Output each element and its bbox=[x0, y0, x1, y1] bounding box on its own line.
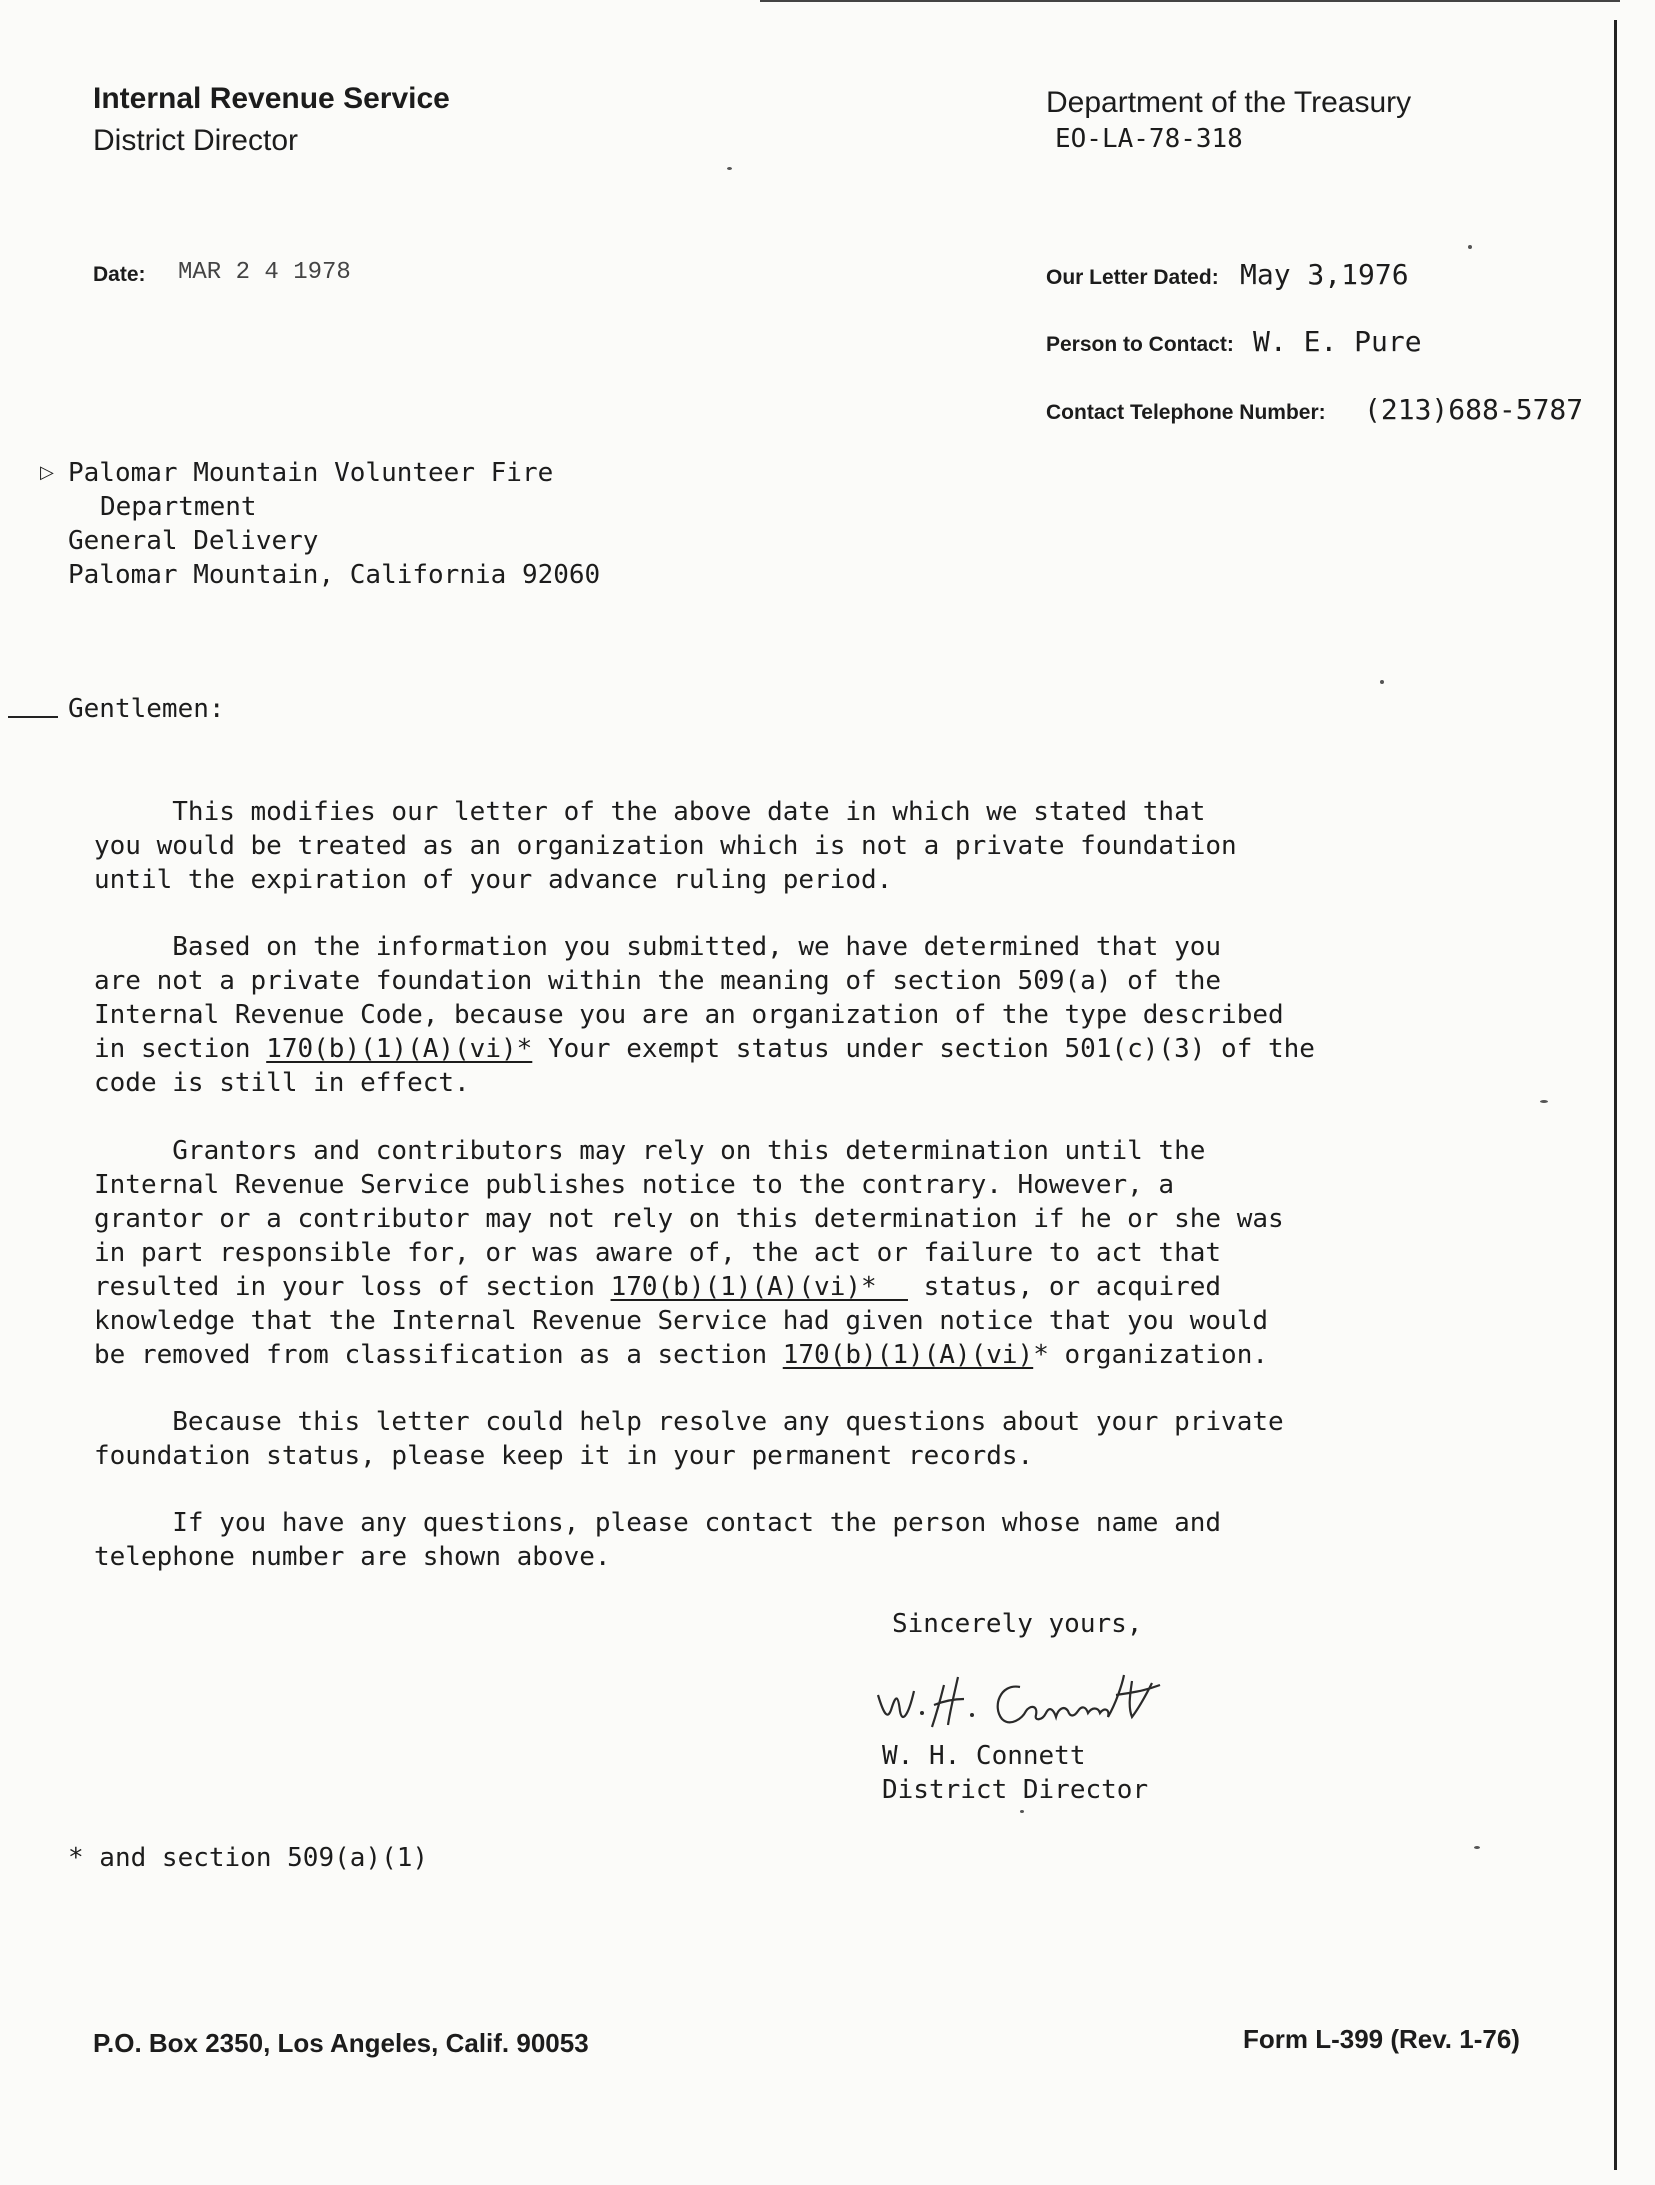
paragraph-3 bbox=[94, 1134, 1494, 1372]
p3-line: in part responsible for, or was aware of, the act or failure to act that bbox=[94, 1238, 1222, 1268]
date-stamp: MAR 2 4 1978 bbox=[178, 259, 351, 286]
department-name: Department of the Treasury bbox=[1046, 86, 1412, 119]
date-label: Date: bbox=[93, 263, 146, 286]
scan-speck bbox=[1540, 1100, 1548, 1103]
our-letter-label: Our Letter Dated: bbox=[1046, 266, 1219, 289]
reference-number: EO-LA-78-318 bbox=[1055, 124, 1243, 154]
p2-line bbox=[94, 1032, 1494, 1066]
signature-image bbox=[870, 1655, 1200, 1745]
p3-line: knowledge that the Internal Revenue Service had given notice that you would bbox=[94, 1306, 1268, 1336]
p3-line: Internal Revenue Service publishes notice to the contrary. However, a bbox=[94, 1170, 1175, 1200]
paragraph-4 bbox=[94, 1405, 1494, 1473]
p2-line: Based on the information you submitted, we have determined that you bbox=[94, 932, 1222, 962]
scan-speck bbox=[1468, 245, 1472, 249]
p1-line: you would be treated as an organization which is not a private foundation bbox=[94, 831, 1237, 861]
salutation: Gentlemen: bbox=[68, 694, 225, 724]
p2-line: code is still in effect. bbox=[94, 1068, 470, 1098]
p3-line: grantor or a contributor may not rely on this determination if he or she was bbox=[94, 1204, 1284, 1234]
footer-address: P.O. Box 2350, Los Angeles, Calif. 90053 bbox=[93, 2028, 589, 2058]
closing-sincerely: Sincerely yours, bbox=[892, 1609, 1143, 1639]
section-fill-in: 170(b)(1)(A)(vi)* bbox=[610, 1272, 908, 1302]
phone-number: (213)688-5787 bbox=[1364, 393, 1584, 426]
p2-text: in section bbox=[94, 1034, 267, 1064]
p3-text: * organization. bbox=[1033, 1340, 1269, 1370]
contact-label: Person to Contact: bbox=[1046, 333, 1234, 356]
signer-name: W. H. Connett bbox=[882, 1741, 1086, 1771]
section-fill-in: 170(b)(1)(A)(vi)* bbox=[266, 1034, 533, 1064]
p5-line: telephone number are shown above. bbox=[94, 1542, 611, 1572]
paragraph-2 bbox=[94, 930, 1494, 1100]
p4-line: foundation status, please keep it in your permanent records. bbox=[94, 1441, 1034, 1471]
p1-line: until the expiration of your advance ruling period. bbox=[94, 865, 893, 895]
right-edge-rule bbox=[1614, 20, 1617, 2170]
p5-line: If you have any questions, please contact the person whose name and bbox=[94, 1508, 1222, 1538]
scan-speck bbox=[1474, 1846, 1480, 1849]
p4-line: Because this letter could help resolve any questions about your private bbox=[94, 1407, 1284, 1437]
scan-speck bbox=[727, 167, 732, 170]
contact-name: W. E. Pure bbox=[1253, 325, 1422, 358]
paragraph-1 bbox=[94, 795, 1494, 897]
p3-line bbox=[94, 1270, 1494, 1304]
address-line-2: Department bbox=[100, 492, 257, 522]
agency-name: Internal Revenue Service bbox=[93, 82, 450, 115]
address-marker: ▷ bbox=[40, 462, 54, 482]
scan-speck bbox=[1020, 1810, 1024, 1813]
p3-line: Grantors and contributors may rely on this determination until the bbox=[94, 1136, 1206, 1166]
form-number: Form L-399 (Rev. 1-76) bbox=[1243, 2024, 1520, 2054]
top-edge-rule bbox=[760, 0, 1620, 2]
office-name: District Director bbox=[93, 124, 299, 157]
scan-speck bbox=[1380, 680, 1384, 684]
p3-text: be removed from classification as a section bbox=[94, 1340, 783, 1370]
p3-line bbox=[94, 1338, 1494, 1372]
signer-title: District Director bbox=[882, 1775, 1149, 1805]
p2-line: are not a private foundation within the meaning of section 509(a) of the bbox=[94, 966, 1222, 996]
salutation-rule bbox=[8, 716, 58, 718]
p2-line: Internal Revenue Code, because you are an organization of the type described bbox=[94, 1000, 1284, 1030]
section-fill-in: 170(b)(1)(A)(vi) bbox=[782, 1340, 1034, 1370]
address-line-4: Palomar Mountain, California 92060 bbox=[68, 560, 601, 590]
footnote: * and section 509(a)(1) bbox=[68, 1843, 429, 1873]
address-line-1: Palomar Mountain Volunteer Fire bbox=[68, 458, 554, 488]
paragraph-5 bbox=[94, 1506, 1494, 1574]
p1-line: This modifies our letter of the above date in which we stated that bbox=[94, 797, 1206, 827]
p3-text: status, or acquired bbox=[907, 1272, 1222, 1302]
phone-label: Contact Telephone Number: bbox=[1046, 401, 1326, 424]
p3-text: resulted in your loss of section bbox=[94, 1272, 611, 1302]
our-letter-date: May 3,1976 bbox=[1240, 258, 1409, 291]
address-line-3: General Delivery bbox=[68, 526, 319, 556]
p2-text: Your exempt status under section 501(c)(3) of the bbox=[532, 1034, 1315, 1064]
